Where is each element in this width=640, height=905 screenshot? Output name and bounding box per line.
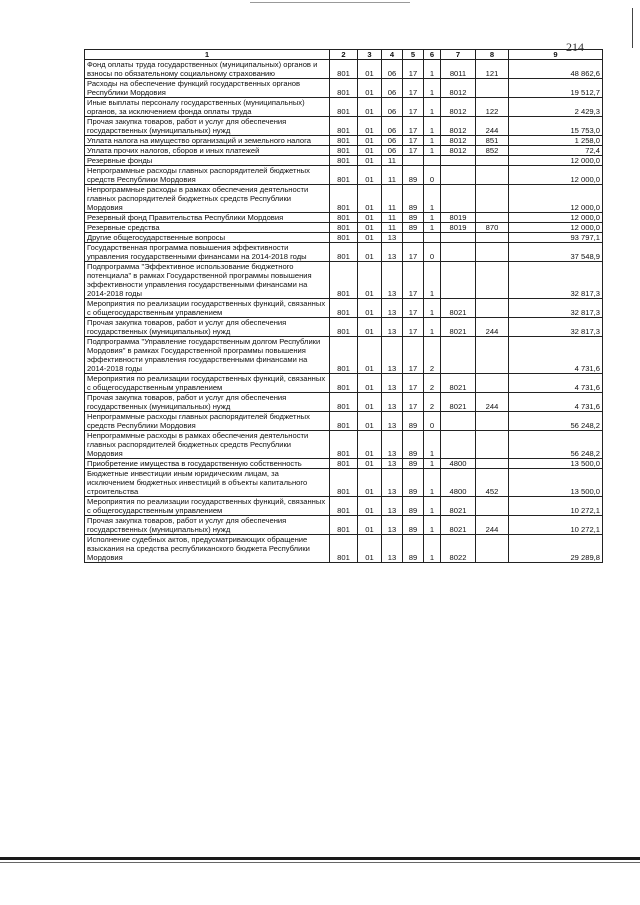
row-c2-cell: 801 (330, 146, 358, 156)
row-c3-cell: 01 (358, 185, 382, 213)
row-c2-cell: 801 (330, 497, 358, 516)
row-c5-cell: 17 (403, 374, 424, 393)
row-name-cell: Резервные средства (85, 223, 330, 233)
row-c4-cell: 13 (382, 412, 403, 431)
row-c3-cell: 01 (358, 156, 382, 166)
row-c5-cell: 89 (403, 516, 424, 535)
row-c8-cell (476, 262, 509, 299)
row-c4-cell: 13 (382, 243, 403, 262)
row-name-cell: Другие общегосударственные вопросы (85, 233, 330, 243)
table-row (85, 412, 603, 431)
row-c9-cell: 72,4 (509, 146, 603, 156)
row-c5-cell: 89 (403, 497, 424, 516)
table-row (85, 60, 603, 79)
row-c8-cell (476, 337, 509, 374)
row-c2-cell: 801 (330, 516, 358, 535)
row-c9-cell: 37 548,9 (509, 243, 603, 262)
table-row (85, 318, 603, 337)
row-c3-cell: 01 (358, 337, 382, 374)
row-name-cell: Непрограммные расходы главных распорядителей бюджетных средств Республики Мордовия (85, 412, 330, 431)
row-c6-cell: 0 (424, 166, 441, 185)
row-name-cell: Фонд оплаты труда государственных (муниципальных) органов и взносы по обязательному социальному страхованию (85, 60, 330, 79)
row-c2-cell: 801 (330, 79, 358, 98)
row-c3-cell: 01 (358, 213, 382, 223)
row-c2-cell: 801 (330, 185, 358, 213)
row-c4-cell: 13 (382, 262, 403, 299)
row-c7-cell: 8019 (441, 223, 476, 233)
row-c8-cell: 452 (476, 469, 509, 497)
row-c5-cell: 89 (403, 166, 424, 185)
row-c9-cell: 12 000,0 (509, 156, 603, 166)
row-name-cell: Иные выплаты персоналу государственных (муниципальных) органов, за исключением фонда оплаты труда (85, 98, 330, 117)
row-c2-cell: 801 (330, 431, 358, 459)
row-c3-cell: 01 (358, 318, 382, 337)
row-c5-cell: 17 (403, 60, 424, 79)
column-header: 9 (509, 50, 603, 60)
row-c4-cell: 11 (382, 156, 403, 166)
row-name-cell: Государственная программа повышения эффективности управления государственными финансами на 2014-2018 годы (85, 243, 330, 262)
row-c6-cell: 1 (424, 223, 441, 233)
row-c6-cell: 1 (424, 98, 441, 117)
row-c6-cell: 2 (424, 374, 441, 393)
table-row (85, 79, 603, 98)
row-c2-cell: 801 (330, 166, 358, 185)
row-c5-cell (403, 233, 424, 243)
row-c9-cell: 12 000,0 (509, 223, 603, 233)
scan-edge-mark (632, 8, 633, 48)
row-c7-cell: 8021 (441, 516, 476, 535)
footer-rule (0, 857, 640, 860)
row-c3-cell: 01 (358, 79, 382, 98)
table-row (85, 223, 603, 233)
row-c6-cell: 1 (424, 262, 441, 299)
row-c9-cell: 12 000,0 (509, 166, 603, 185)
column-header: 5 (403, 50, 424, 60)
row-c6-cell: 0 (424, 412, 441, 431)
row-c9-cell: 1 258,0 (509, 136, 603, 146)
row-c6-cell: 1 (424, 516, 441, 535)
row-c6-cell: 1 (424, 117, 441, 136)
page-number: 214 (566, 40, 584, 54)
row-c4-cell: 06 (382, 146, 403, 156)
table-row (85, 243, 603, 262)
row-c2-cell: 801 (330, 535, 358, 563)
row-c9-cell: 10 272,1 (509, 516, 603, 535)
row-c7-cell (441, 262, 476, 299)
row-c7-cell: 4800 (441, 469, 476, 497)
row-name-cell: Мероприятия по реализации государственных функций, связанных с общегосударственным управлением (85, 299, 330, 318)
footer-rule-thin (0, 862, 640, 863)
row-c6-cell: 1 (424, 535, 441, 563)
row-c9-cell: 13 500,0 (509, 469, 603, 497)
row-c4-cell: 06 (382, 60, 403, 79)
row-c2-cell: 801 (330, 233, 358, 243)
row-c5-cell: 89 (403, 412, 424, 431)
row-c8-cell (476, 299, 509, 318)
row-c7-cell (441, 156, 476, 166)
row-c9-cell: 4 731,6 (509, 393, 603, 412)
row-name-cell: Подпрограмма "Эффективное использование бюджетного потенциала" в рамках Государственной программы повышения эффективности управления государственными финансами на 2014-2018 годы (85, 262, 330, 299)
row-c7-cell (441, 233, 476, 243)
row-c2-cell: 801 (330, 136, 358, 146)
row-c9-cell: 15 753,0 (509, 117, 603, 136)
row-c3-cell: 01 (358, 469, 382, 497)
table-row (85, 459, 603, 469)
row-c3-cell: 01 (358, 412, 382, 431)
row-c4-cell: 11 (382, 213, 403, 223)
row-c8-cell (476, 412, 509, 431)
row-c7-cell (441, 337, 476, 374)
row-c2-cell: 801 (330, 412, 358, 431)
row-c5-cell: 89 (403, 535, 424, 563)
row-name-cell: Прочая закупка товаров, работ и услуг для обеспечения государственных (муниципальных) нужд (85, 318, 330, 337)
table-row (85, 393, 603, 412)
row-c2-cell: 801 (330, 262, 358, 299)
row-c9-cell: 2 429,3 (509, 98, 603, 117)
row-c4-cell: 06 (382, 98, 403, 117)
scan-edge-mark (250, 2, 410, 3)
row-c8-cell: 851 (476, 136, 509, 146)
row-c6-cell: 1 (424, 318, 441, 337)
row-c8-cell (476, 497, 509, 516)
row-c7-cell: 8021 (441, 393, 476, 412)
row-c3-cell: 01 (358, 146, 382, 156)
table-header-row (85, 50, 603, 60)
row-c9-cell: 56 248,2 (509, 412, 603, 431)
row-name-cell: Бюджетные инвестиции иным юридическим лицам, за исключением бюджетных инвестиций в объекты капитального строительства (85, 469, 330, 497)
column-header: 4 (382, 50, 403, 60)
table-row (85, 156, 603, 166)
row-c9-cell: 93 797,1 (509, 233, 603, 243)
row-c8-cell: 121 (476, 60, 509, 79)
row-c8-cell (476, 213, 509, 223)
table-row (85, 469, 603, 497)
row-c7-cell: 8021 (441, 497, 476, 516)
table-row (85, 497, 603, 516)
row-c6-cell: 1 (424, 459, 441, 469)
row-name-cell: Прочая закупка товаров, работ и услуг для обеспечения государственных (муниципальных) нужд (85, 393, 330, 412)
row-c6-cell: 0 (424, 243, 441, 262)
row-name-cell: Мероприятия по реализации государственных функций, связанных с общегосударственным управлением (85, 374, 330, 393)
row-c9-cell: 12 000,0 (509, 185, 603, 213)
row-c9-cell: 19 512,7 (509, 79, 603, 98)
row-c5-cell (403, 156, 424, 166)
row-c7-cell: 8019 (441, 213, 476, 223)
row-c2-cell: 801 (330, 60, 358, 79)
row-c3-cell: 01 (358, 98, 382, 117)
row-c3-cell: 01 (358, 374, 382, 393)
row-c2-cell: 801 (330, 469, 358, 497)
table-row (85, 146, 603, 156)
row-c8-cell (476, 166, 509, 185)
row-c4-cell: 13 (382, 459, 403, 469)
row-c5-cell: 17 (403, 337, 424, 374)
row-c7-cell: 8012 (441, 79, 476, 98)
row-c8-cell (476, 374, 509, 393)
row-c9-cell: 4 731,6 (509, 337, 603, 374)
row-c2-cell: 801 (330, 337, 358, 374)
row-c4-cell: 06 (382, 117, 403, 136)
row-c6-cell: 1 (424, 469, 441, 497)
row-c5-cell: 17 (403, 117, 424, 136)
row-c3-cell: 01 (358, 535, 382, 563)
row-c8-cell: 244 (476, 393, 509, 412)
row-c5-cell: 17 (403, 136, 424, 146)
row-c3-cell: 01 (358, 431, 382, 459)
row-c9-cell: 48 862,6 (509, 60, 603, 79)
row-c8-cell: 244 (476, 318, 509, 337)
row-c3-cell: 01 (358, 393, 382, 412)
row-name-cell: Расходы на обеспечение функций государственных органов Республики Мордовия (85, 79, 330, 98)
row-c2-cell: 801 (330, 213, 358, 223)
row-c7-cell: 8012 (441, 146, 476, 156)
row-name-cell: Прочая закупка товаров, работ и услуг для обеспечения государственных (муниципальных) нужд (85, 117, 330, 136)
row-c7-cell (441, 166, 476, 185)
row-c3-cell: 01 (358, 497, 382, 516)
row-c6-cell: 2 (424, 337, 441, 374)
row-c3-cell: 01 (358, 136, 382, 146)
row-c9-cell: 32 817,3 (509, 262, 603, 299)
table-row (85, 299, 603, 318)
row-c3-cell: 01 (358, 243, 382, 262)
column-header: 2 (330, 50, 358, 60)
row-c2-cell: 801 (330, 223, 358, 233)
row-c5-cell: 17 (403, 79, 424, 98)
row-c3-cell: 01 (358, 299, 382, 318)
row-c6-cell: 1 (424, 213, 441, 223)
row-c7-cell: 8021 (441, 299, 476, 318)
row-c6-cell: 1 (424, 299, 441, 318)
row-c7-cell (441, 185, 476, 213)
row-name-cell: Резервный фонд Правительства Республики Мордовия (85, 213, 330, 223)
row-c8-cell (476, 459, 509, 469)
row-c4-cell: 11 (382, 223, 403, 233)
row-c6-cell: 1 (424, 497, 441, 516)
table-row (85, 337, 603, 374)
row-c2-cell: 801 (330, 299, 358, 318)
table-row (85, 233, 603, 243)
row-c8-cell (476, 156, 509, 166)
row-c7-cell (441, 412, 476, 431)
table-row (85, 516, 603, 535)
row-c5-cell: 89 (403, 213, 424, 223)
row-c8-cell (476, 535, 509, 563)
row-c9-cell: 13 500,0 (509, 459, 603, 469)
row-c4-cell: 06 (382, 79, 403, 98)
table-body (85, 60, 603, 563)
row-c4-cell: 11 (382, 166, 403, 185)
table-row (85, 98, 603, 117)
row-name-cell: Подпрограмма "Управление государственным долгом Республики Мордовия" в рамках Государственной программы повышения эффективности управления государственными финансами на 2014-2018 годы (85, 337, 330, 374)
row-c8-cell: 852 (476, 146, 509, 156)
row-c8-cell: 870 (476, 223, 509, 233)
row-c3-cell: 01 (358, 223, 382, 233)
row-c3-cell: 01 (358, 60, 382, 79)
table-row (85, 431, 603, 459)
row-name-cell: Исполнение судебных актов, предусматривающих обращение взыскания на средства республиканского бюджета Республики Мордовия (85, 535, 330, 563)
row-c2-cell: 801 (330, 393, 358, 412)
row-c5-cell: 17 (403, 243, 424, 262)
row-c5-cell: 89 (403, 459, 424, 469)
row-c9-cell: 32 817,3 (509, 299, 603, 318)
row-c3-cell: 01 (358, 233, 382, 243)
column-header: 8 (476, 50, 509, 60)
row-name-cell: Непрограммные расходы главных распорядителей бюджетных средств Республики Мордовия (85, 166, 330, 185)
row-c7-cell: 8012 (441, 117, 476, 136)
column-header: 1 (85, 50, 330, 60)
table-row (85, 185, 603, 213)
column-header: 6 (424, 50, 441, 60)
row-c4-cell: 11 (382, 185, 403, 213)
row-c7-cell (441, 431, 476, 459)
table-row (85, 213, 603, 223)
row-c5-cell: 17 (403, 393, 424, 412)
table-row (85, 117, 603, 136)
row-c9-cell: 10 272,1 (509, 497, 603, 516)
table-row (85, 374, 603, 393)
row-c2-cell: 801 (330, 459, 358, 469)
row-c3-cell: 01 (358, 166, 382, 185)
row-c8-cell (476, 185, 509, 213)
row-c9-cell: 12 000,0 (509, 213, 603, 223)
row-name-cell: Непрограммные расходы в рамках обеспечения деятельности главных распорядителей бюджетных средств Республики Мордовия (85, 431, 330, 459)
row-c3-cell: 01 (358, 117, 382, 136)
table-row (85, 535, 603, 563)
row-c8-cell (476, 243, 509, 262)
row-c7-cell (441, 243, 476, 262)
row-c8-cell: 244 (476, 516, 509, 535)
row-name-cell: Резервные фонды (85, 156, 330, 166)
row-c8-cell: 122 (476, 98, 509, 117)
row-c9-cell: 32 817,3 (509, 318, 603, 337)
row-c6-cell: 1 (424, 431, 441, 459)
row-c7-cell: 8022 (441, 535, 476, 563)
row-c5-cell: 89 (403, 431, 424, 459)
row-c4-cell: 13 (382, 497, 403, 516)
row-c8-cell (476, 79, 509, 98)
row-c5-cell: 17 (403, 299, 424, 318)
row-c2-cell: 801 (330, 318, 358, 337)
row-c4-cell: 13 (382, 393, 403, 412)
row-c5-cell: 17 (403, 146, 424, 156)
row-c4-cell: 13 (382, 318, 403, 337)
table-row (85, 136, 603, 146)
row-c7-cell: 8021 (441, 318, 476, 337)
row-c9-cell: 29 289,8 (509, 535, 603, 563)
row-name-cell: Уплата налога на имущество организаций и земельного налога (85, 136, 330, 146)
row-name-cell: Уплата прочих налогов, сборов и иных платежей (85, 146, 330, 156)
row-name-cell: Мероприятия по реализации государственных функций, связанных с общегосударственным управлением (85, 497, 330, 516)
row-c9-cell: 56 248,2 (509, 431, 603, 459)
row-c4-cell: 13 (382, 337, 403, 374)
row-c5-cell: 17 (403, 262, 424, 299)
row-c2-cell: 801 (330, 98, 358, 117)
row-c7-cell: 8011 (441, 60, 476, 79)
row-c7-cell: 8012 (441, 98, 476, 117)
row-c4-cell: 13 (382, 233, 403, 243)
row-c5-cell: 17 (403, 98, 424, 117)
row-name-cell: Непрограммные расходы в рамках обеспечения деятельности главных распорядителей бюджетных средств Республики Мордовия (85, 185, 330, 213)
table-row (85, 262, 603, 299)
row-c5-cell: 17 (403, 318, 424, 337)
row-c7-cell: 4800 (441, 459, 476, 469)
row-c6-cell (424, 156, 441, 166)
row-c7-cell: 8012 (441, 136, 476, 146)
row-c6-cell: 1 (424, 79, 441, 98)
row-c4-cell: 06 (382, 136, 403, 146)
row-c5-cell: 89 (403, 185, 424, 213)
row-name-cell: Приобретение имущества в государственную собственность (85, 459, 330, 469)
row-c6-cell (424, 233, 441, 243)
row-c4-cell: 13 (382, 469, 403, 497)
row-c7-cell: 8021 (441, 374, 476, 393)
row-c6-cell: 1 (424, 136, 441, 146)
row-c5-cell: 89 (403, 469, 424, 497)
row-c9-cell: 4 731,6 (509, 374, 603, 393)
row-c6-cell: 2 (424, 393, 441, 412)
row-c8-cell: 244 (476, 117, 509, 136)
row-c5-cell: 89 (403, 223, 424, 233)
row-c6-cell: 1 (424, 146, 441, 156)
row-c4-cell: 13 (382, 374, 403, 393)
row-c2-cell: 801 (330, 374, 358, 393)
row-c6-cell: 1 (424, 185, 441, 213)
row-c4-cell: 13 (382, 299, 403, 318)
column-header: 7 (441, 50, 476, 60)
row-c3-cell: 01 (358, 262, 382, 299)
row-c4-cell: 13 (382, 535, 403, 563)
row-c8-cell (476, 431, 509, 459)
row-c3-cell: 01 (358, 516, 382, 535)
row-name-cell: Прочая закупка товаров, работ и услуг для обеспечения государственных (муниципальных) нужд (85, 516, 330, 535)
row-c2-cell: 801 (330, 156, 358, 166)
row-c3-cell: 01 (358, 459, 382, 469)
row-c6-cell: 1 (424, 60, 441, 79)
column-header: 3 (358, 50, 382, 60)
row-c2-cell: 801 (330, 243, 358, 262)
row-c2-cell: 801 (330, 117, 358, 136)
budget-table (84, 49, 603, 563)
row-c4-cell: 13 (382, 431, 403, 459)
row-c8-cell (476, 233, 509, 243)
row-c4-cell: 13 (382, 516, 403, 535)
table-row (85, 166, 603, 185)
